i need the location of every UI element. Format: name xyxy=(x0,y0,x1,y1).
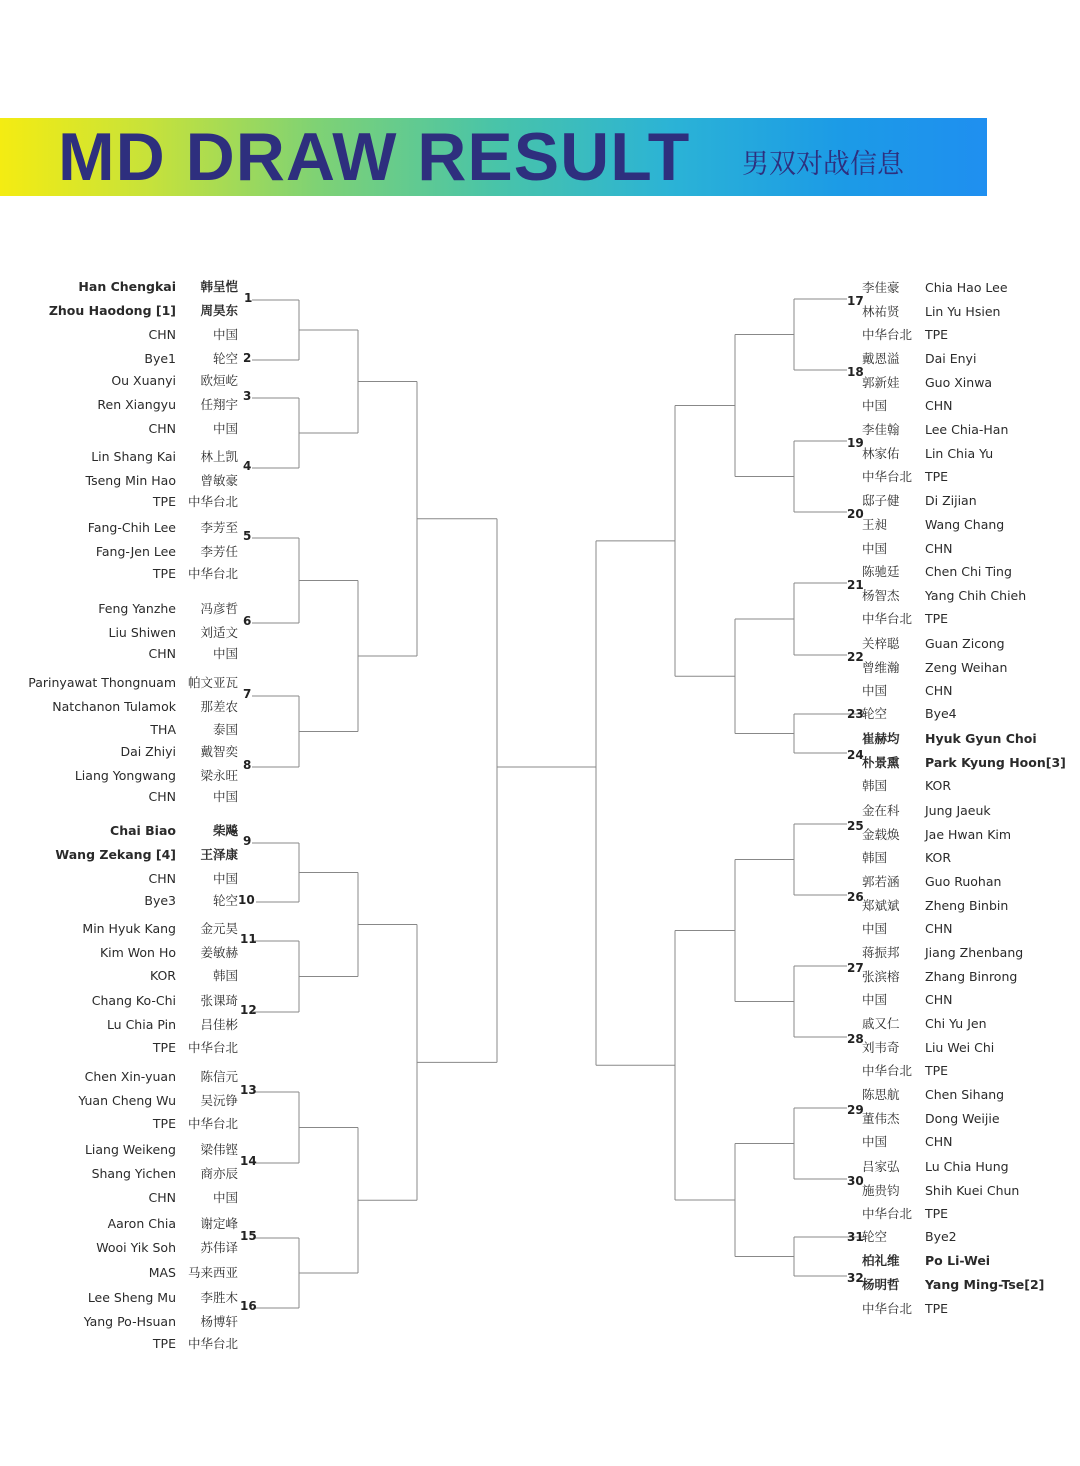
player-name-cn: 中国 xyxy=(212,1190,238,1205)
player-name-en: Jiang Zhenbang xyxy=(925,945,1024,960)
player-name-cn: 中国 xyxy=(862,683,888,698)
player-name-cn: 中国 xyxy=(862,992,888,1007)
player-name-en: TPE xyxy=(152,1040,176,1055)
player-name-en: TPE xyxy=(925,469,949,484)
player-name-en: CHN xyxy=(148,646,176,661)
player-name-cn: 冯彦哲 xyxy=(200,601,238,616)
player-name-en: Zheng Binbin xyxy=(925,898,1009,913)
player-name-en: KOR xyxy=(925,850,952,865)
player-name-cn: 林祐贤 xyxy=(862,304,900,319)
player-name-en: Kim Won Ho xyxy=(99,945,176,960)
player-name-cn: 曾维瀚 xyxy=(862,660,900,675)
player-name-en: Lee Chia-Han xyxy=(925,422,1009,437)
player-name-cn: 中华台北 xyxy=(862,327,913,342)
page-subtitle: 男双对战信息 xyxy=(742,149,904,180)
player-name-en: Dai Zhiyi xyxy=(120,744,176,759)
player-name-cn: 苏伟译 xyxy=(200,1240,238,1255)
player-name-cn: 吕家弘 xyxy=(862,1159,900,1174)
player-name-cn: 金元昊 xyxy=(200,921,238,936)
player-name-cn: 中国 xyxy=(212,789,238,804)
player-name-en: Lu Chia Pin xyxy=(106,1017,176,1032)
player-name-en: Chang Ko-Chi xyxy=(91,993,176,1008)
player-name-cn: 韩国 xyxy=(862,778,888,793)
player-name-cn: 梁永旺 xyxy=(200,768,238,783)
player-name-cn: 中国 xyxy=(862,541,888,556)
match-number: 25 xyxy=(847,819,864,833)
match-number: 4 xyxy=(243,459,252,473)
player-name-en: CHN xyxy=(925,541,953,556)
player-name-cn: 郭新娃 xyxy=(862,375,900,390)
player-name-cn: 周昊东 xyxy=(200,303,238,318)
player-name-cn: 郑斌斌 xyxy=(862,898,900,913)
match-number: 2 xyxy=(243,351,252,365)
match-number: 19 xyxy=(847,436,864,450)
player-name-en: TPE xyxy=(925,1206,949,1221)
player-name-en: TPE xyxy=(152,1336,176,1351)
player-name-en: CHN xyxy=(148,327,176,342)
player-name-en: Zeng Weihan xyxy=(925,660,1008,675)
player-name-en: Dai Enyi xyxy=(925,351,977,366)
player-name-cn: 李芳至 xyxy=(200,520,238,535)
player-name-en: Bye4 xyxy=(925,706,957,721)
player-name-en: Bye3 xyxy=(144,893,176,908)
player-name-en: Chai Biao xyxy=(110,823,176,838)
player-name-cn: 欧烜屹 xyxy=(200,373,238,388)
match-number: 3 xyxy=(243,389,252,403)
player-name-cn: 中国 xyxy=(212,646,238,661)
player-name-cn: 郭若涵 xyxy=(862,874,900,889)
player-name-en: Ren Xiangyu xyxy=(97,397,176,412)
player-name-cn: 蒋振邦 xyxy=(862,945,900,960)
player-name-en: Fang-Chih Lee xyxy=(87,520,176,535)
player-name-cn: 轮空 xyxy=(212,351,238,366)
player-name-en: TPE xyxy=(925,327,949,342)
match-number: 24 xyxy=(847,748,864,762)
player-name-en: Lee Sheng Mu xyxy=(87,1290,176,1305)
match-number: 8 xyxy=(243,758,252,772)
player-name-en: CHN xyxy=(925,992,953,1007)
player-name-en: KOR xyxy=(149,968,176,983)
player-name-en: Yuan Cheng Wu xyxy=(78,1093,176,1108)
player-name-cn: 中华台北 xyxy=(187,1336,238,1351)
match-number: 15 xyxy=(240,1229,257,1243)
player-name-cn: 杨博轩 xyxy=(200,1314,238,1329)
player-name-en: TPE xyxy=(152,566,176,581)
player-name-en: Chi Yu Jen xyxy=(925,1016,987,1031)
player-name-en: Chen Chi Ting xyxy=(925,564,1012,579)
player-name-cn: 轮空 xyxy=(862,706,888,721)
player-name-cn: 中国 xyxy=(862,398,888,413)
player-name-cn: 中国 xyxy=(862,1134,888,1149)
player-name-en: Fang-Jen Lee xyxy=(95,544,176,559)
player-name-cn: 中华台北 xyxy=(862,1206,913,1221)
player-name-en: Yang Po-Hsuan xyxy=(83,1314,176,1329)
player-name-en: CHN xyxy=(925,398,953,413)
player-name-cn: 曾敏豪 xyxy=(200,473,238,488)
player-name-cn: 王昶 xyxy=(862,517,888,532)
player-name-cn: 韩呈恺 xyxy=(200,279,238,294)
match-number: 14 xyxy=(240,1154,257,1168)
player-name-cn: 刘适文 xyxy=(200,625,238,640)
player-name-cn: 李佳豪 xyxy=(862,280,900,295)
player-name-en: Guan Zicong xyxy=(925,636,1005,651)
player-name-cn: 杨智杰 xyxy=(862,588,900,603)
match-number: 11 xyxy=(240,932,257,946)
player-name-cn: 金载焕 xyxy=(862,827,900,842)
player-name-cn: 商亦辰 xyxy=(200,1166,238,1181)
player-name-en: Shih Kuei Chun xyxy=(925,1183,1020,1198)
match-number: 22 xyxy=(847,650,864,664)
player-name-cn: 谢定峰 xyxy=(200,1216,238,1231)
player-name-en: TPE xyxy=(152,494,176,509)
match-number: 17 xyxy=(847,294,864,308)
player-name-en: CHN xyxy=(148,1190,176,1205)
player-name-cn: 韩国 xyxy=(862,850,888,865)
player-name-en: Min Hyuk Kang xyxy=(82,921,176,936)
player-name-cn: 董伟杰 xyxy=(862,1111,900,1126)
player-name-cn: 李佳翰 xyxy=(862,422,900,437)
match-number: 9 xyxy=(243,834,252,848)
player-name-en: CHN xyxy=(925,921,953,936)
player-name-en: MAS xyxy=(148,1265,176,1280)
player-name-en: CHN xyxy=(148,421,176,436)
player-name-cn: 中国 xyxy=(862,921,888,936)
player-name-en: CHN xyxy=(148,871,176,886)
player-name-cn: 崔赫均 xyxy=(862,731,900,746)
player-name-en: Hyuk Gyun Choi xyxy=(925,731,1037,746)
player-name-cn: 王泽康 xyxy=(200,847,238,862)
player-name-cn: 帕文亚瓦 xyxy=(187,675,238,690)
player-name-cn: 戴智奕 xyxy=(200,744,238,759)
match-number: 27 xyxy=(847,961,864,975)
match-number: 21 xyxy=(847,578,864,592)
player-name-en: TPE xyxy=(925,1063,949,1078)
player-name-cn: 施贵钧 xyxy=(862,1183,900,1198)
match-number: 20 xyxy=(847,507,864,521)
player-name-en: Yang Chih Chieh xyxy=(925,588,1027,603)
player-name-en: Zhou Haodong [1] xyxy=(48,303,176,318)
match-number: 7 xyxy=(243,687,252,701)
player-name-en: Yang Ming-Tse[2] xyxy=(925,1277,1045,1292)
player-name-cn: 轮空 xyxy=(212,893,238,908)
match-number: 18 xyxy=(847,365,864,379)
player-name-en: Guo Ruohan xyxy=(925,874,1002,889)
match-number: 28 xyxy=(847,1032,864,1046)
player-name-cn: 杨明哲 xyxy=(862,1277,900,1292)
match-number: 32 xyxy=(847,1271,864,1285)
player-name-cn: 陈驰廷 xyxy=(862,564,900,579)
player-name-cn: 马来西亚 xyxy=(187,1265,238,1280)
player-name-cn: 邸子健 xyxy=(862,493,900,508)
player-name-en: Natchanon Tulamok xyxy=(52,699,176,714)
player-name-en: Liang Yongwang xyxy=(74,768,176,783)
player-name-cn: 李胜木 xyxy=(200,1290,238,1305)
player-name-en: Wang Zekang [4] xyxy=(55,847,176,862)
player-name-cn: 中国 xyxy=(212,421,238,436)
player-name-en: Bye2 xyxy=(925,1229,957,1244)
player-name-cn: 中华台北 xyxy=(187,1116,238,1131)
player-name-en: Han Chengkai xyxy=(78,279,176,294)
player-name-en: Feng Yanzhe xyxy=(98,601,176,616)
player-name-cn: 中华台北 xyxy=(187,494,238,509)
player-name-en: CHN xyxy=(925,683,953,698)
player-name-en: TPE xyxy=(925,611,949,626)
player-name-cn: 戴恩溢 xyxy=(862,351,900,366)
player-name-cn: 泰国 xyxy=(212,722,238,737)
player-name-en: Chen Xin-yuan xyxy=(84,1069,176,1084)
match-number: 31 xyxy=(847,1230,864,1244)
player-name-en: Lin Shang Kai xyxy=(91,449,176,464)
player-name-en: Wooi Yik Soh xyxy=(96,1240,176,1255)
player-name-cn: 柴飚 xyxy=(212,823,238,838)
match-number: 5 xyxy=(243,529,252,543)
player-name-en: TPE xyxy=(925,1301,949,1316)
player-name-en: Di Zijian xyxy=(925,493,977,508)
player-name-en: Shang Yichen xyxy=(91,1166,176,1181)
player-name-cn: 陈信元 xyxy=(200,1069,238,1084)
player-name-cn: 中华台北 xyxy=(862,611,913,626)
player-name-en: Lin Chia Yu xyxy=(925,446,994,461)
player-name-cn: 刘韦奇 xyxy=(862,1040,900,1055)
player-name-cn: 张课琦 xyxy=(200,993,238,1008)
player-name-cn: 吕佳彬 xyxy=(200,1017,238,1032)
player-name-en: CHN xyxy=(925,1134,953,1149)
player-name-en: Liu Shiwen xyxy=(108,625,176,640)
player-name-en: THA xyxy=(150,722,176,737)
player-name-en: Chen Sihang xyxy=(925,1087,1005,1102)
player-name-cn: 中国 xyxy=(212,327,238,342)
player-name-en: Liang Weikeng xyxy=(84,1142,176,1157)
player-name-en: KOR xyxy=(925,778,952,793)
player-name-en: Po Li-Wei xyxy=(925,1253,991,1268)
player-name-en: Zhang Binrong xyxy=(925,969,1018,984)
match-number: 10 xyxy=(238,893,255,907)
player-name-cn: 中华台北 xyxy=(187,566,238,581)
player-name-cn: 中华台北 xyxy=(862,469,913,484)
player-name-cn: 林上凯 xyxy=(200,449,238,464)
player-name-cn: 中华台北 xyxy=(862,1063,913,1078)
player-name-cn: 金在科 xyxy=(862,803,900,818)
player-name-cn: 陈思航 xyxy=(862,1087,900,1102)
player-name-cn: 张滨榕 xyxy=(862,969,900,984)
match-number: 6 xyxy=(243,614,252,628)
player-name-en: Lu Chia Hung xyxy=(925,1159,1009,1174)
player-name-cn: 柏礼维 xyxy=(862,1253,900,1268)
page-title: MD DRAW RESULT xyxy=(58,119,691,195)
player-name-en: Jung Jaeuk xyxy=(925,803,991,818)
player-name-en: Park Kyung Hoon[3] xyxy=(925,755,1066,770)
player-name-cn: 中华台北 xyxy=(862,1301,913,1316)
player-name-en: TPE xyxy=(152,1116,176,1131)
match-number: 13 xyxy=(240,1083,257,1097)
player-name-en: Bye1 xyxy=(144,351,176,366)
player-name-en: Guo Xinwa xyxy=(925,375,993,390)
player-name-cn: 中国 xyxy=(212,871,238,886)
player-name-en: Jae Hwan Kim xyxy=(925,827,1012,842)
match-number: 26 xyxy=(847,890,864,904)
player-name-en: Aaron Chia xyxy=(107,1216,176,1231)
player-name-en: Wang Chang xyxy=(925,517,1005,532)
player-name-en: Liu Wei Chi xyxy=(925,1040,995,1055)
player-name-cn: 韩国 xyxy=(212,968,238,983)
player-name-en: Dong Weijie xyxy=(925,1111,1000,1126)
player-name-cn: 李芳任 xyxy=(200,544,238,559)
player-name-cn: 吴沅铮 xyxy=(200,1093,238,1108)
match-number: 16 xyxy=(240,1299,257,1313)
player-name-en: CHN xyxy=(148,789,176,804)
player-name-cn: 关梓聪 xyxy=(862,636,900,651)
match-number: 12 xyxy=(240,1003,257,1017)
player-name-cn: 那差农 xyxy=(200,699,238,714)
player-name-en: Chia Hao Lee xyxy=(925,280,1008,295)
player-name-cn: 任翔宇 xyxy=(200,397,238,412)
player-name-cn: 轮空 xyxy=(862,1229,888,1244)
player-name-cn: 姜敏赫 xyxy=(200,945,238,960)
match-number: 1 xyxy=(244,291,253,305)
player-name-cn: 梁伟铿 xyxy=(200,1142,238,1157)
player-name-cn: 戚又仁 xyxy=(862,1016,900,1031)
player-name-en: Tseng Min Hao xyxy=(85,473,176,488)
player-name-en: Parinyawat Thongnuam xyxy=(28,675,176,690)
match-number: 23 xyxy=(847,707,864,721)
match-number: 29 xyxy=(847,1103,864,1117)
player-name-cn: 朴景熏 xyxy=(862,755,900,770)
match-number: 30 xyxy=(847,1174,864,1188)
player-name-cn: 林家佑 xyxy=(862,446,900,461)
player-name-en: Lin Yu Hsien xyxy=(925,304,1001,319)
player-name-cn: 中华台北 xyxy=(187,1040,238,1055)
player-name-en: Ou Xuanyi xyxy=(111,373,176,388)
